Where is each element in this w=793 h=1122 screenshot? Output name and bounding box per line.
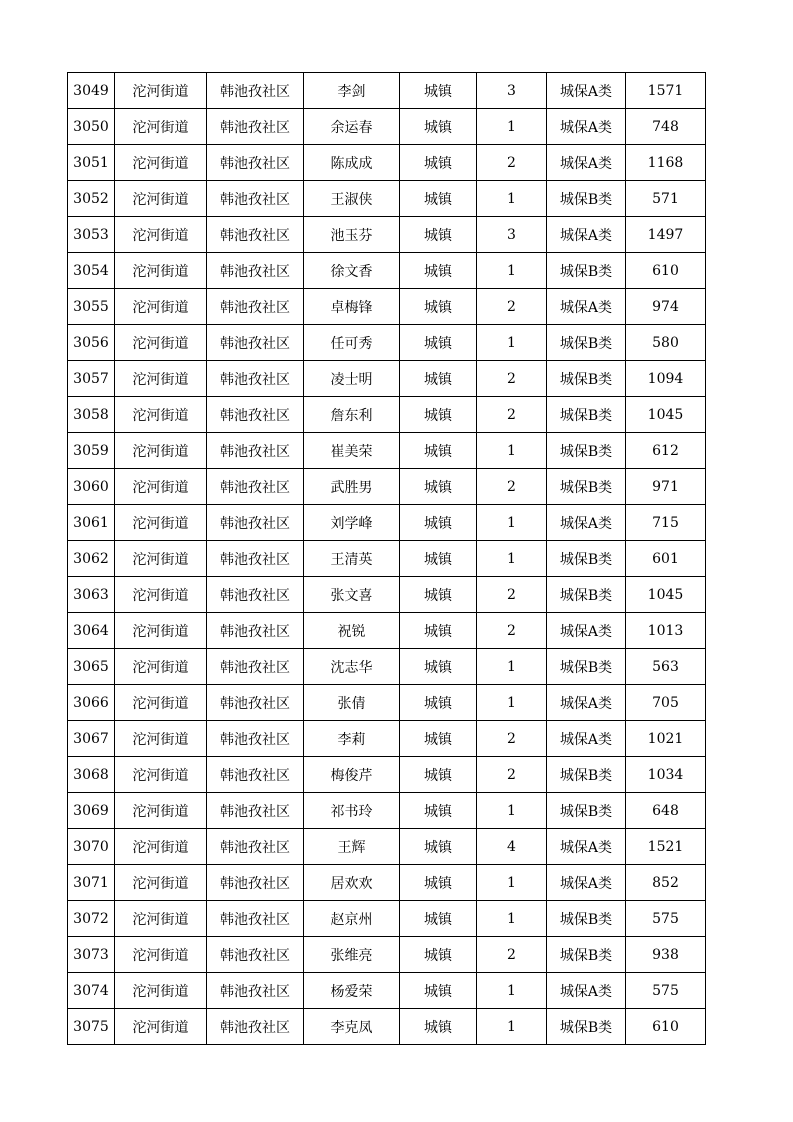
street-cell: 沱河街道 (115, 217, 207, 253)
row-number-cell: 3072 (68, 901, 115, 937)
row-number-cell: 3055 (68, 289, 115, 325)
household-size-cell: 2 (477, 361, 547, 397)
name-cell: 卓梅锋 (304, 289, 400, 325)
household-size-cell: 1 (477, 541, 547, 577)
street-cell: 沱河街道 (115, 289, 207, 325)
household-type-cell: 城镇 (400, 613, 477, 649)
table-row (68, 217, 706, 253)
community-cell: 韩池孜社区 (207, 397, 304, 433)
row-number-cell: 3071 (68, 865, 115, 901)
row-number-cell: 3075 (68, 1009, 115, 1045)
amount-cell: 648 (626, 793, 706, 829)
community-cell: 韩池孜社区 (207, 181, 304, 217)
row-number-cell: 3059 (68, 433, 115, 469)
household-type-cell: 城镇 (400, 685, 477, 721)
name-cell: 王淑侠 (304, 181, 400, 217)
name-cell: 任可秀 (304, 325, 400, 361)
street-cell: 沱河街道 (115, 865, 207, 901)
assistance-category-cell: 城保B类 (547, 325, 626, 361)
amount-cell: 1021 (626, 721, 706, 757)
household-type-cell: 城镇 (400, 217, 477, 253)
household-size-cell: 1 (477, 901, 547, 937)
street-cell: 沱河街道 (115, 685, 207, 721)
name-cell: 赵京州 (304, 901, 400, 937)
row-number-cell: 3049 (68, 73, 115, 109)
household-type-cell: 城镇 (400, 973, 477, 1009)
row-number-cell: 3066 (68, 685, 115, 721)
community-cell: 韩池孜社区 (207, 757, 304, 793)
assistance-category-cell: 城保A类 (547, 289, 626, 325)
name-cell: 沈志华 (304, 649, 400, 685)
table-row (68, 937, 706, 973)
community-cell: 韩池孜社区 (207, 109, 304, 145)
street-cell: 沱河街道 (115, 145, 207, 181)
table-row (68, 793, 706, 829)
household-type-cell: 城镇 (400, 289, 477, 325)
street-cell: 沱河街道 (115, 325, 207, 361)
street-cell: 沱河街道 (115, 577, 207, 613)
household-size-cell: 1 (477, 325, 547, 361)
assistance-category-cell: 城保A类 (547, 145, 626, 181)
household-type-cell: 城镇 (400, 361, 477, 397)
name-cell: 张文喜 (304, 577, 400, 613)
table-row (68, 973, 706, 1009)
name-cell: 祝锐 (304, 613, 400, 649)
assistance-category-cell: 城保B类 (547, 433, 626, 469)
household-type-cell: 城镇 (400, 181, 477, 217)
table-row (68, 181, 706, 217)
community-cell: 韩池孜社区 (207, 613, 304, 649)
assistance-category-cell: 城保A类 (547, 505, 626, 541)
assistance-category-cell: 城保B类 (547, 253, 626, 289)
table-row (68, 685, 706, 721)
community-cell: 韩池孜社区 (207, 253, 304, 289)
street-cell: 沱河街道 (115, 253, 207, 289)
name-cell: 詹东利 (304, 397, 400, 433)
amount-cell: 601 (626, 541, 706, 577)
assistance-category-cell: 城保B类 (547, 757, 626, 793)
street-cell: 沱河街道 (115, 1009, 207, 1045)
table-row (68, 577, 706, 613)
amount-cell: 575 (626, 973, 706, 1009)
household-size-cell: 2 (477, 469, 547, 505)
row-number-cell: 3050 (68, 109, 115, 145)
household-type-cell: 城镇 (400, 541, 477, 577)
amount-cell: 612 (626, 433, 706, 469)
row-number-cell: 3057 (68, 361, 115, 397)
row-number-cell: 3061 (68, 505, 115, 541)
assistance-category-cell: 城保B类 (547, 397, 626, 433)
name-cell: 李莉 (304, 721, 400, 757)
row-number-cell: 3063 (68, 577, 115, 613)
name-cell: 池玉芬 (304, 217, 400, 253)
community-cell: 韩池孜社区 (207, 865, 304, 901)
community-cell: 韩池孜社区 (207, 469, 304, 505)
row-number-cell: 3067 (68, 721, 115, 757)
household-size-cell: 1 (477, 181, 547, 217)
household-type-cell: 城镇 (400, 325, 477, 361)
row-number-cell: 3074 (68, 973, 115, 1009)
community-cell: 韩池孜社区 (207, 145, 304, 181)
amount-cell: 1571 (626, 73, 706, 109)
household-type-cell: 城镇 (400, 865, 477, 901)
household-type-cell: 城镇 (400, 109, 477, 145)
street-cell: 沱河街道 (115, 649, 207, 685)
amount-cell: 1013 (626, 613, 706, 649)
street-cell: 沱河街道 (115, 829, 207, 865)
street-cell: 沱河街道 (115, 181, 207, 217)
amount-cell: 1094 (626, 361, 706, 397)
table-row (68, 757, 706, 793)
amount-cell: 563 (626, 649, 706, 685)
household-size-cell: 2 (477, 721, 547, 757)
name-cell: 崔美荣 (304, 433, 400, 469)
community-cell: 韩池孜社区 (207, 1009, 304, 1045)
household-size-cell: 1 (477, 685, 547, 721)
community-cell: 韩池孜社区 (207, 829, 304, 865)
household-size-cell: 1 (477, 973, 547, 1009)
assistance-category-cell: 城保A类 (547, 973, 626, 1009)
street-cell: 沱河街道 (115, 469, 207, 505)
assistance-category-cell: 城保B类 (547, 361, 626, 397)
amount-cell: 1034 (626, 757, 706, 793)
street-cell: 沱河街道 (115, 541, 207, 577)
row-number-cell: 3065 (68, 649, 115, 685)
community-cell: 韩池孜社区 (207, 289, 304, 325)
assistance-category-cell: 城保B类 (547, 469, 626, 505)
household-size-cell: 1 (477, 505, 547, 541)
household-size-cell: 1 (477, 793, 547, 829)
row-number-cell: 3068 (68, 757, 115, 793)
amount-cell: 1521 (626, 829, 706, 865)
assistance-category-cell: 城保A类 (547, 685, 626, 721)
name-cell: 刘学峰 (304, 505, 400, 541)
community-cell: 韩池孜社区 (207, 937, 304, 973)
household-type-cell: 城镇 (400, 397, 477, 433)
community-cell: 韩池孜社区 (207, 793, 304, 829)
table-row (68, 469, 706, 505)
amount-cell: 575 (626, 901, 706, 937)
assistance-category-cell: 城保B类 (547, 577, 626, 613)
table-row (68, 289, 706, 325)
amount-cell: 938 (626, 937, 706, 973)
amount-cell: 974 (626, 289, 706, 325)
amount-cell: 610 (626, 253, 706, 289)
name-cell: 余运春 (304, 109, 400, 145)
assistance-category-cell: 城保B类 (547, 937, 626, 973)
table-row (68, 109, 706, 145)
row-number-cell: 3051 (68, 145, 115, 181)
household-type-cell: 城镇 (400, 721, 477, 757)
amount-cell: 971 (626, 469, 706, 505)
street-cell: 沱河街道 (115, 793, 207, 829)
street-cell: 沱河街道 (115, 109, 207, 145)
community-cell: 韩池孜社区 (207, 901, 304, 937)
table-body (68, 73, 706, 1045)
household-type-cell: 城镇 (400, 829, 477, 865)
household-type-cell: 城镇 (400, 757, 477, 793)
name-cell: 祁书玲 (304, 793, 400, 829)
community-cell: 韩池孜社区 (207, 577, 304, 613)
row-number-cell: 3064 (68, 613, 115, 649)
name-cell: 李剑 (304, 73, 400, 109)
household-size-cell: 2 (477, 289, 547, 325)
community-cell: 韩池孜社区 (207, 325, 304, 361)
amount-cell: 1045 (626, 397, 706, 433)
table-row (68, 73, 706, 109)
community-cell: 韩池孜社区 (207, 649, 304, 685)
amount-cell: 852 (626, 865, 706, 901)
row-number-cell: 3073 (68, 937, 115, 973)
name-cell: 杨爱荣 (304, 973, 400, 1009)
household-type-cell: 城镇 (400, 433, 477, 469)
street-cell: 沱河街道 (115, 505, 207, 541)
street-cell: 沱河街道 (115, 397, 207, 433)
household-type-cell: 城镇 (400, 145, 477, 181)
street-cell: 沱河街道 (115, 361, 207, 397)
assistance-category-cell: 城保A类 (547, 109, 626, 145)
name-cell: 武胜男 (304, 469, 400, 505)
row-number-cell: 3069 (68, 793, 115, 829)
assistance-category-cell: 城保B类 (547, 793, 626, 829)
household-size-cell: 2 (477, 937, 547, 973)
household-size-cell: 2 (477, 577, 547, 613)
assistance-category-cell: 城保B类 (547, 1009, 626, 1045)
assistance-category-cell: 城保B类 (547, 541, 626, 577)
assistance-category-cell: 城保A类 (547, 73, 626, 109)
household-size-cell: 1 (477, 649, 547, 685)
name-cell: 陈成成 (304, 145, 400, 181)
row-number-cell: 3056 (68, 325, 115, 361)
name-cell: 张维亮 (304, 937, 400, 973)
community-cell: 韩池孜社区 (207, 361, 304, 397)
street-cell: 沱河街道 (115, 721, 207, 757)
name-cell: 梅俊芹 (304, 757, 400, 793)
assistance-category-cell: 城保B类 (547, 181, 626, 217)
table-row (68, 613, 706, 649)
household-type-cell: 城镇 (400, 73, 477, 109)
street-cell: 沱河街道 (115, 757, 207, 793)
amount-cell: 715 (626, 505, 706, 541)
table-row (68, 829, 706, 865)
amount-cell: 1168 (626, 145, 706, 181)
amount-cell: 705 (626, 685, 706, 721)
assistance-category-cell: 城保A类 (547, 865, 626, 901)
assistance-category-cell: 城保A类 (547, 613, 626, 649)
household-type-cell: 城镇 (400, 253, 477, 289)
table-row (68, 721, 706, 757)
household-size-cell: 4 (477, 829, 547, 865)
amount-cell: 580 (626, 325, 706, 361)
table-row (68, 325, 706, 361)
table-row (68, 901, 706, 937)
assistance-category-cell: 城保B类 (547, 901, 626, 937)
household-type-cell: 城镇 (400, 649, 477, 685)
table-row (68, 865, 706, 901)
household-size-cell: 2 (477, 613, 547, 649)
community-cell: 韩池孜社区 (207, 973, 304, 1009)
household-type-cell: 城镇 (400, 577, 477, 613)
row-number-cell: 3058 (68, 397, 115, 433)
household-size-cell: 2 (477, 757, 547, 793)
name-cell: 王清英 (304, 541, 400, 577)
relief-roster-table (67, 72, 706, 1045)
street-cell: 沱河街道 (115, 937, 207, 973)
street-cell: 沱河街道 (115, 613, 207, 649)
table-row (68, 649, 706, 685)
table-row (68, 145, 706, 181)
row-number-cell: 3053 (68, 217, 115, 253)
row-number-cell: 3070 (68, 829, 115, 865)
row-number-cell: 3060 (68, 469, 115, 505)
household-size-cell: 2 (477, 397, 547, 433)
household-type-cell: 城镇 (400, 793, 477, 829)
amount-cell: 610 (626, 1009, 706, 1045)
table-row (68, 361, 706, 397)
row-number-cell: 3052 (68, 181, 115, 217)
street-cell: 沱河街道 (115, 973, 207, 1009)
household-type-cell: 城镇 (400, 505, 477, 541)
community-cell: 韩池孜社区 (207, 505, 304, 541)
street-cell: 沱河街道 (115, 433, 207, 469)
amount-cell: 748 (626, 109, 706, 145)
table-row (68, 541, 706, 577)
community-cell: 韩池孜社区 (207, 217, 304, 253)
assistance-category-cell: 城保A类 (547, 217, 626, 253)
name-cell: 居欢欢 (304, 865, 400, 901)
street-cell: 沱河街道 (115, 901, 207, 937)
community-cell: 韩池孜社区 (207, 685, 304, 721)
row-number-cell: 3054 (68, 253, 115, 289)
household-type-cell: 城镇 (400, 901, 477, 937)
household-type-cell: 城镇 (400, 1009, 477, 1045)
street-cell: 沱河街道 (115, 73, 207, 109)
name-cell: 张倩 (304, 685, 400, 721)
household-size-cell: 1 (477, 109, 547, 145)
household-size-cell: 1 (477, 865, 547, 901)
household-size-cell: 2 (477, 145, 547, 181)
assistance-category-cell: 城保A类 (547, 721, 626, 757)
table-row (68, 253, 706, 289)
row-number-cell: 3062 (68, 541, 115, 577)
name-cell: 李克凤 (304, 1009, 400, 1045)
name-cell: 徐文香 (304, 253, 400, 289)
community-cell: 韩池孜社区 (207, 721, 304, 757)
household-type-cell: 城镇 (400, 469, 477, 505)
name-cell: 王辉 (304, 829, 400, 865)
household-size-cell: 1 (477, 433, 547, 469)
table-row (68, 1009, 706, 1045)
amount-cell: 1045 (626, 577, 706, 613)
household-size-cell: 1 (477, 1009, 547, 1045)
household-type-cell: 城镇 (400, 937, 477, 973)
amount-cell: 571 (626, 181, 706, 217)
amount-cell: 1497 (626, 217, 706, 253)
community-cell: 韩池孜社区 (207, 541, 304, 577)
assistance-category-cell: 城保A类 (547, 829, 626, 865)
household-size-cell: 3 (477, 217, 547, 253)
household-size-cell: 1 (477, 253, 547, 289)
table-row (68, 397, 706, 433)
household-size-cell: 3 (477, 73, 547, 109)
community-cell: 韩池孜社区 (207, 73, 304, 109)
community-cell: 韩池孜社区 (207, 433, 304, 469)
table-row (68, 433, 706, 469)
table-row (68, 505, 706, 541)
assistance-category-cell: 城保B类 (547, 649, 626, 685)
name-cell: 凌士明 (304, 361, 400, 397)
